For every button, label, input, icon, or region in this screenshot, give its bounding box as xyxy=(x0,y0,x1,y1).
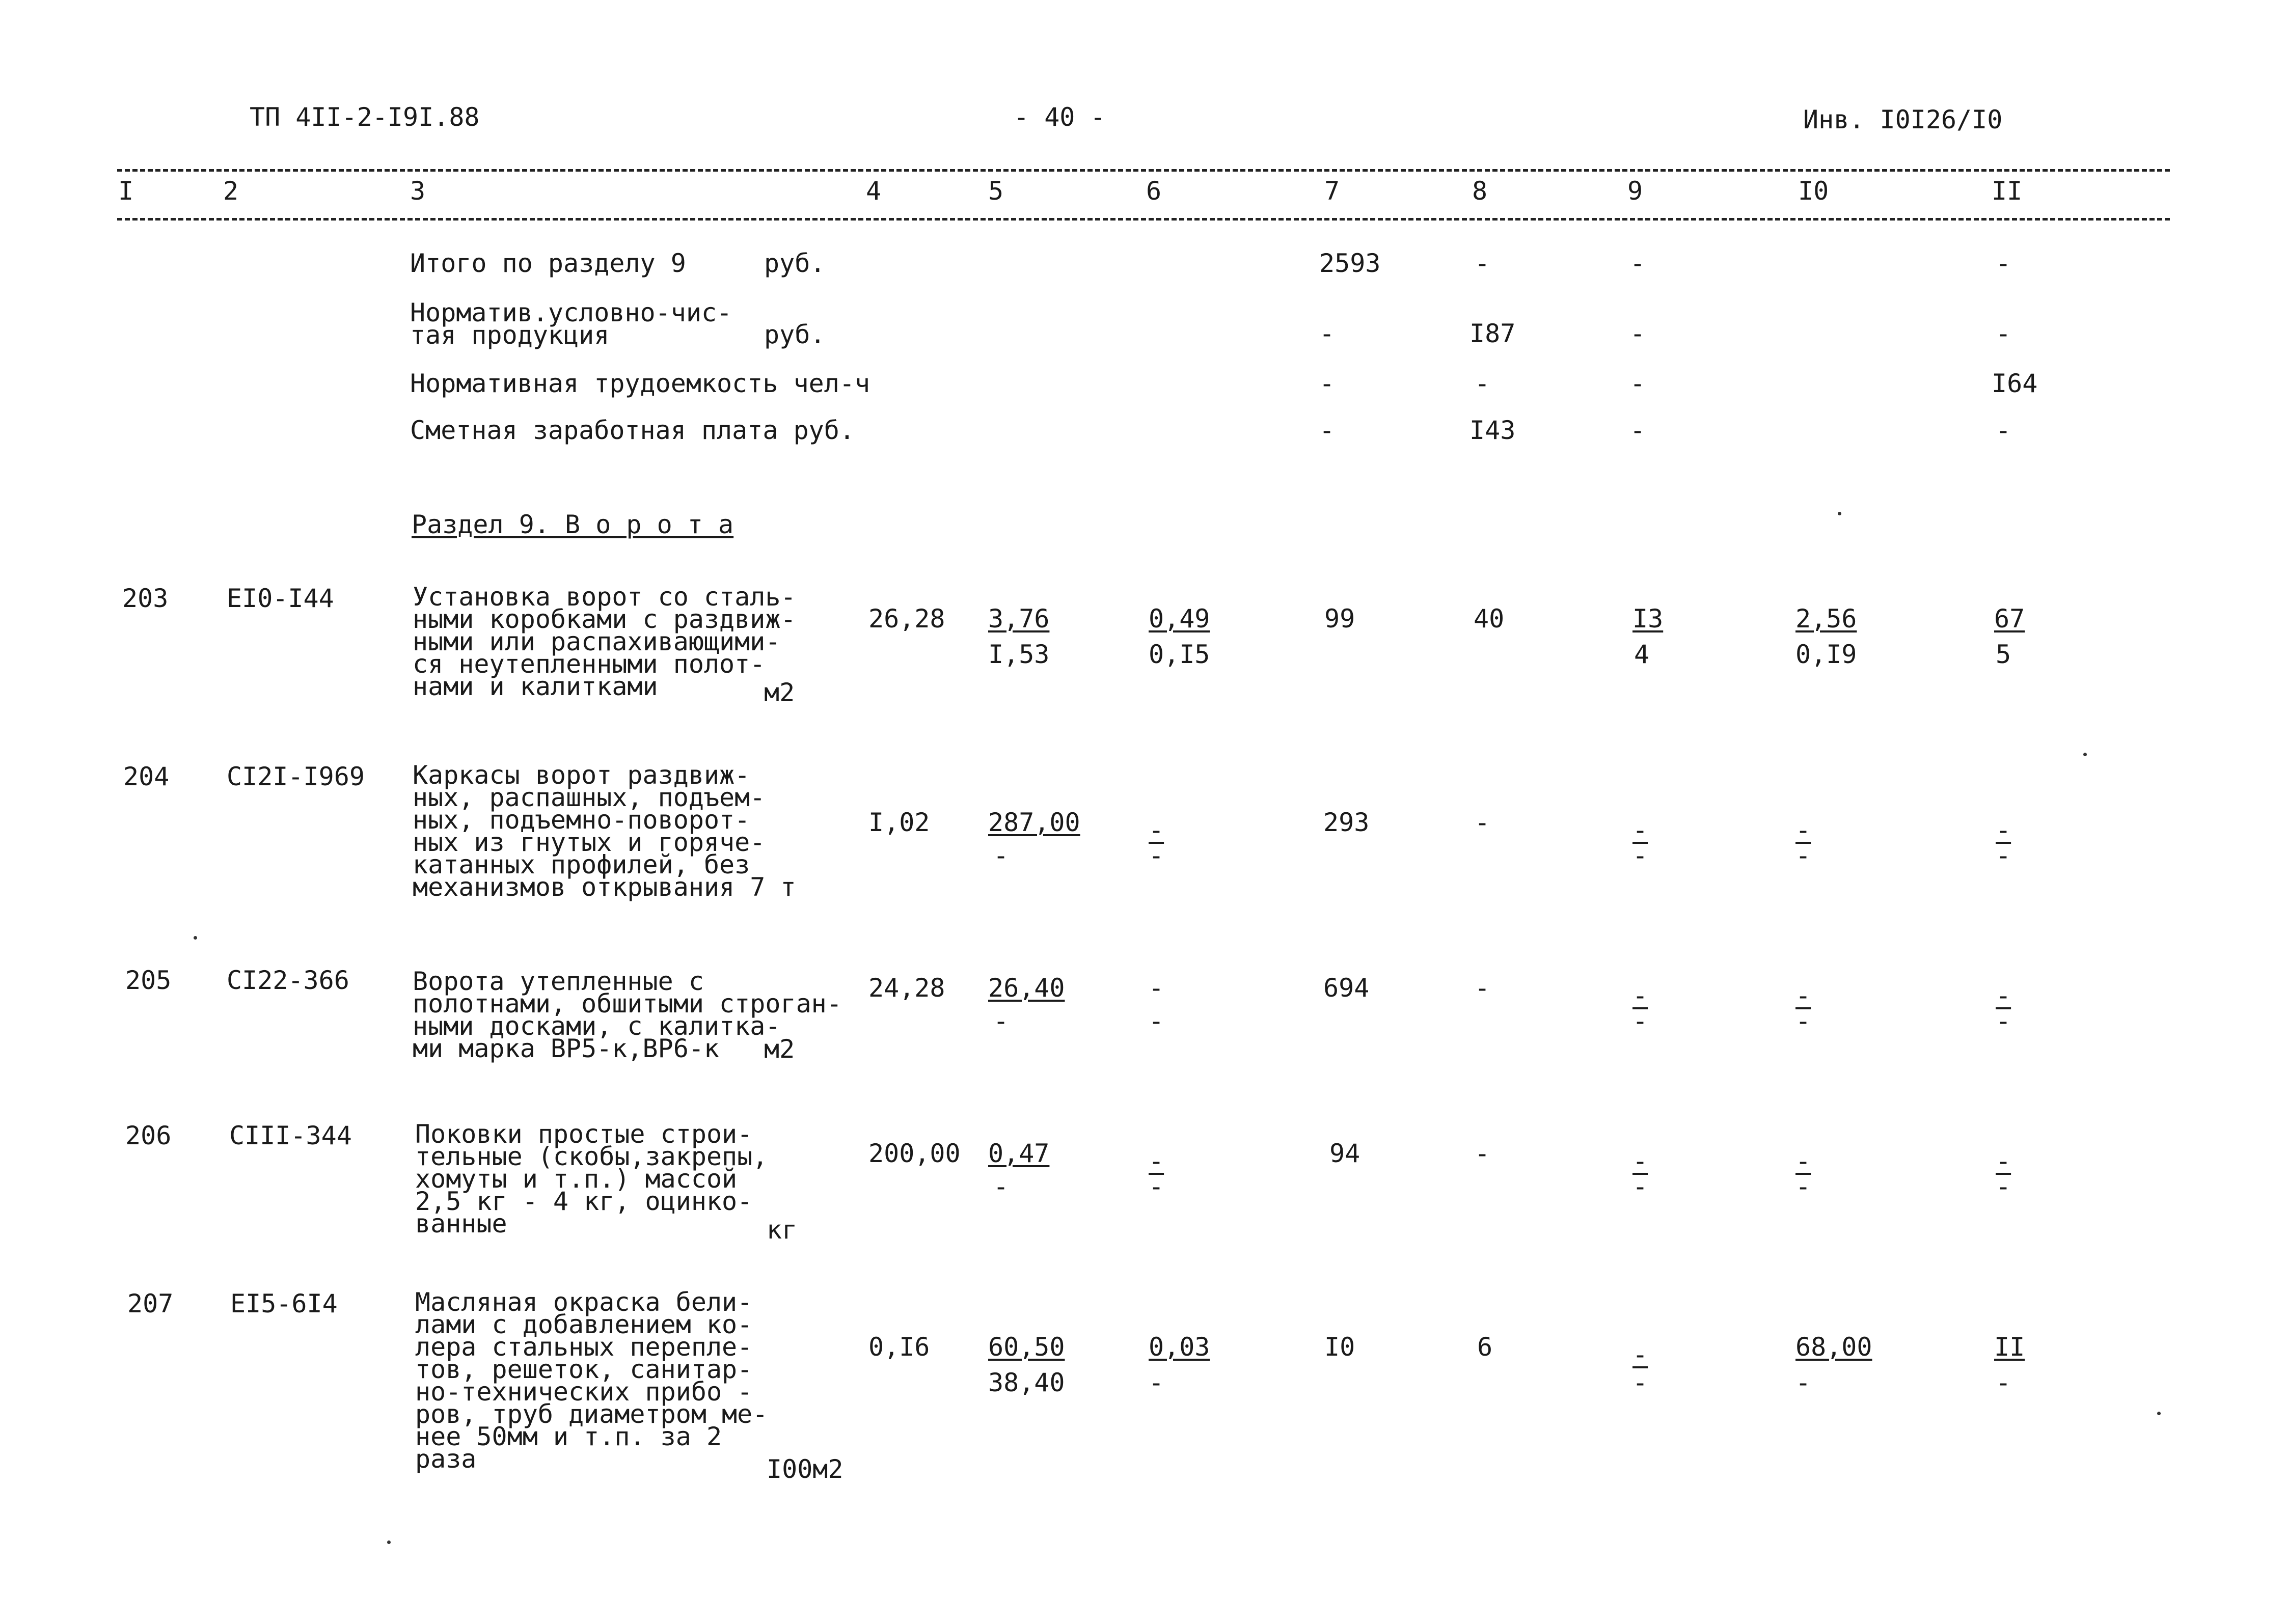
summary-total-label: Итого по разделу 9 xyxy=(410,249,686,278)
row-number: 205 xyxy=(125,966,172,995)
row-col5-bottom: - xyxy=(993,841,1009,870)
summary-wage-label: Сметная заработная плата руб. xyxy=(410,416,855,445)
row-col11-top: - xyxy=(1996,981,2011,1010)
summary-nup-col7: - xyxy=(1319,319,1335,348)
scan-speck xyxy=(1838,512,1841,515)
row-col10-top: - xyxy=(1795,1146,1811,1176)
row-col6-top: - xyxy=(1149,1146,1164,1176)
row-col10-bottom: - xyxy=(1795,1172,1811,1201)
scan-speck xyxy=(387,1540,391,1544)
row-col10-bottom: - xyxy=(1795,1368,1811,1397)
summary-total-col7: 2593 xyxy=(1319,249,1381,278)
row-code: СI22-366 xyxy=(227,966,349,995)
row-unit: I00м2 xyxy=(767,1454,843,1484)
row-col11-bottom: - xyxy=(1996,1368,2011,1397)
row-quantity: I,02 xyxy=(868,808,930,837)
page-number: - 40 - xyxy=(1014,102,1106,132)
summary-wage-col9: - xyxy=(1630,416,1646,445)
row-col5-top: 3,76 xyxy=(988,604,1050,634)
col-header-4: 4 xyxy=(866,176,882,206)
col-header-6: 6 xyxy=(1146,176,1162,206)
row-col11-top: II xyxy=(1994,1332,2025,1362)
row-col7: 99 xyxy=(1324,604,1355,634)
row-col6-bottom: - xyxy=(1149,1172,1164,1201)
row-col5-bottom: - xyxy=(993,1006,1009,1036)
row-col5-top: 0,47 xyxy=(988,1139,1050,1168)
summary-total-col9: - xyxy=(1630,249,1646,278)
col-header-10: I0 xyxy=(1798,176,1829,206)
row-col5-bottom: I,53 xyxy=(988,640,1050,669)
col-header-9: 9 xyxy=(1627,176,1643,206)
col-header-8: 8 xyxy=(1472,176,1488,206)
row-col9-bottom: - xyxy=(1632,1172,1648,1201)
row-col6-bottom: - xyxy=(1149,841,1164,870)
doc-code: ТП 4II-2-I9I.88 xyxy=(250,102,480,132)
row-col10-top: - xyxy=(1795,981,1811,1010)
summary-nup-col8: I87 xyxy=(1469,319,1516,348)
col-header-3: 3 xyxy=(410,176,426,206)
summary-wage-col8: I43 xyxy=(1469,416,1516,445)
row-col10-bottom: 0,I9 xyxy=(1795,640,1857,669)
summary-wage-col7: - xyxy=(1319,416,1335,445)
row-col5-top: 60,50 xyxy=(988,1332,1065,1362)
scan-speck xyxy=(194,936,197,940)
row-col6-bottom: - xyxy=(1149,1006,1164,1036)
row-number: 204 xyxy=(123,762,170,791)
summary-total-unit: руб. xyxy=(764,249,826,278)
row-quantity: 24,28 xyxy=(868,973,945,1003)
row-quantity: 0,I6 xyxy=(868,1332,930,1362)
row-code: ЕI0-I44 xyxy=(227,584,334,613)
header-rule-bottom xyxy=(117,218,2170,221)
row-col11-bottom: - xyxy=(1996,1172,2011,1201)
col-header-5: 5 xyxy=(988,176,1004,206)
row-quantity: 200,00 xyxy=(868,1139,961,1168)
row-col9-bottom: - xyxy=(1632,841,1648,870)
scan-speck xyxy=(2083,753,2087,756)
summary-labor-col8: - xyxy=(1475,369,1490,398)
row-col9-top: - xyxy=(1632,1146,1648,1176)
summary-nup-label: Норматив.условно-чис- тая продукция xyxy=(410,298,732,350)
row-col9-bottom: - xyxy=(1632,1006,1648,1036)
row-col8: - xyxy=(1475,1139,1490,1168)
col-header-11: II xyxy=(1992,176,2023,206)
row-description: Установка ворот со сталь- ными коробками с раздвиж- ными или распахивающими- ся неутепленными полот- нами и калитками xyxy=(413,582,796,701)
row-unit: м2 xyxy=(764,678,795,707)
section-title: Раздел 9. В о р о т а xyxy=(412,510,734,539)
row-col7: 694 xyxy=(1323,973,1370,1003)
summary-labor-col9: - xyxy=(1630,369,1646,398)
col-header-1: I xyxy=(118,176,134,206)
row-description: Каркасы ворот раздвиж- ных, распашных, подъем- ных, подъемно-поворот- ных из гнутых и горяче- катанных профилей, без механизмов открывания 7 т xyxy=(413,760,796,902)
row-col5-top: 26,40 xyxy=(988,973,1065,1003)
row-col10-top: 68,00 xyxy=(1795,1332,1872,1362)
row-col7: 293 xyxy=(1323,808,1370,837)
row-col6-bottom: 0,I5 xyxy=(1149,640,1210,669)
row-quantity: 26,28 xyxy=(868,604,945,634)
summary-nup-unit: руб. xyxy=(764,320,826,349)
row-col6-top: 0,49 xyxy=(1149,604,1210,634)
row-number: 206 xyxy=(125,1121,172,1150)
summary-total-col8: - xyxy=(1475,249,1490,278)
row-col11-top: 67 xyxy=(1994,604,2025,634)
row-col10-bottom: - xyxy=(1795,841,1811,870)
row-col5-bottom: 38,40 xyxy=(988,1368,1065,1397)
row-col7: 94 xyxy=(1329,1139,1360,1168)
row-number: 203 xyxy=(122,584,169,613)
row-unit: м2 xyxy=(764,1034,795,1064)
summary-labor-label: Нормативная трудоемкость чел-ч xyxy=(410,369,870,398)
row-col9-bottom: - xyxy=(1632,1368,1648,1397)
row-col8: - xyxy=(1475,973,1490,1003)
row-col6-top: - xyxy=(1149,815,1164,845)
col-header-2: 2 xyxy=(223,176,239,206)
row-col6-top: 0,03 xyxy=(1149,1332,1210,1362)
row-col10-top: - xyxy=(1795,815,1811,845)
row-col10-bottom: - xyxy=(1795,1006,1811,1036)
row-description: Масляная окраска бели- лами с добавлением ко- лера стальных перепле- тов, решеток, санитар- но-технических прибо - ров, труб диаметром ме- нее 50мм и т.п. за 2 раза xyxy=(415,1287,768,1474)
row-col8: 40 xyxy=(1474,604,1505,634)
col-header-7: 7 xyxy=(1324,176,1340,206)
row-code: ЕI5-6I4 xyxy=(230,1289,338,1318)
row-col9-top: - xyxy=(1632,1340,1648,1369)
row-col11-bottom: - xyxy=(1996,1006,2011,1036)
summary-labor-col7: - xyxy=(1319,369,1335,398)
row-col11-top: - xyxy=(1996,815,2011,845)
row-col8: 6 xyxy=(1477,1332,1493,1362)
row-col11-bottom: 5 xyxy=(1996,640,2011,669)
row-col9-top: - xyxy=(1632,981,1648,1010)
summary-nup-col11: - xyxy=(1996,319,2011,348)
row-col10-top: 2,56 xyxy=(1795,604,1857,634)
summary-labor-col11: I64 xyxy=(1992,369,2038,398)
row-col9-top: - xyxy=(1632,815,1648,845)
inventory-number: Инв. I0I26/I0 xyxy=(1803,105,2003,134)
row-col5-top: 287,00 xyxy=(988,808,1080,837)
summary-wage-col11: - xyxy=(1996,416,2011,445)
row-code: СIII-344 xyxy=(229,1121,352,1150)
row-code: СI2I-I969 xyxy=(227,762,365,791)
row-col11-bottom: - xyxy=(1996,841,2011,870)
row-col5-bottom: - xyxy=(993,1172,1009,1201)
row-description: Поковки простые строи- тельные (скобы,закрепы, хомуты и т.п.) массой 2,5 кг - 4 кг, оцинко- ванные xyxy=(415,1119,768,1238)
row-col8: - xyxy=(1475,808,1490,837)
row-col11-top: - xyxy=(1996,1146,2011,1176)
summary-total-col11: - xyxy=(1996,249,2011,278)
row-number: 207 xyxy=(127,1289,174,1318)
row-col9-bottom: 4 xyxy=(1634,640,1650,669)
scan-speck xyxy=(2157,1412,2161,1415)
row-col6-top: - xyxy=(1149,973,1164,1003)
row-unit: кг xyxy=(767,1215,798,1245)
row-col9-top: I3 xyxy=(1632,604,1664,634)
header-rule-top xyxy=(117,169,2170,172)
row-description: Ворота утепленные с полотнами, обшитыми строган- ными досками, с калитка- ми марка ВР5-к,ВР6-к xyxy=(413,967,842,1063)
row-col6-bottom: - xyxy=(1149,1368,1164,1397)
row-col7: I0 xyxy=(1324,1332,1355,1362)
summary-nup-col9: - xyxy=(1630,319,1646,348)
